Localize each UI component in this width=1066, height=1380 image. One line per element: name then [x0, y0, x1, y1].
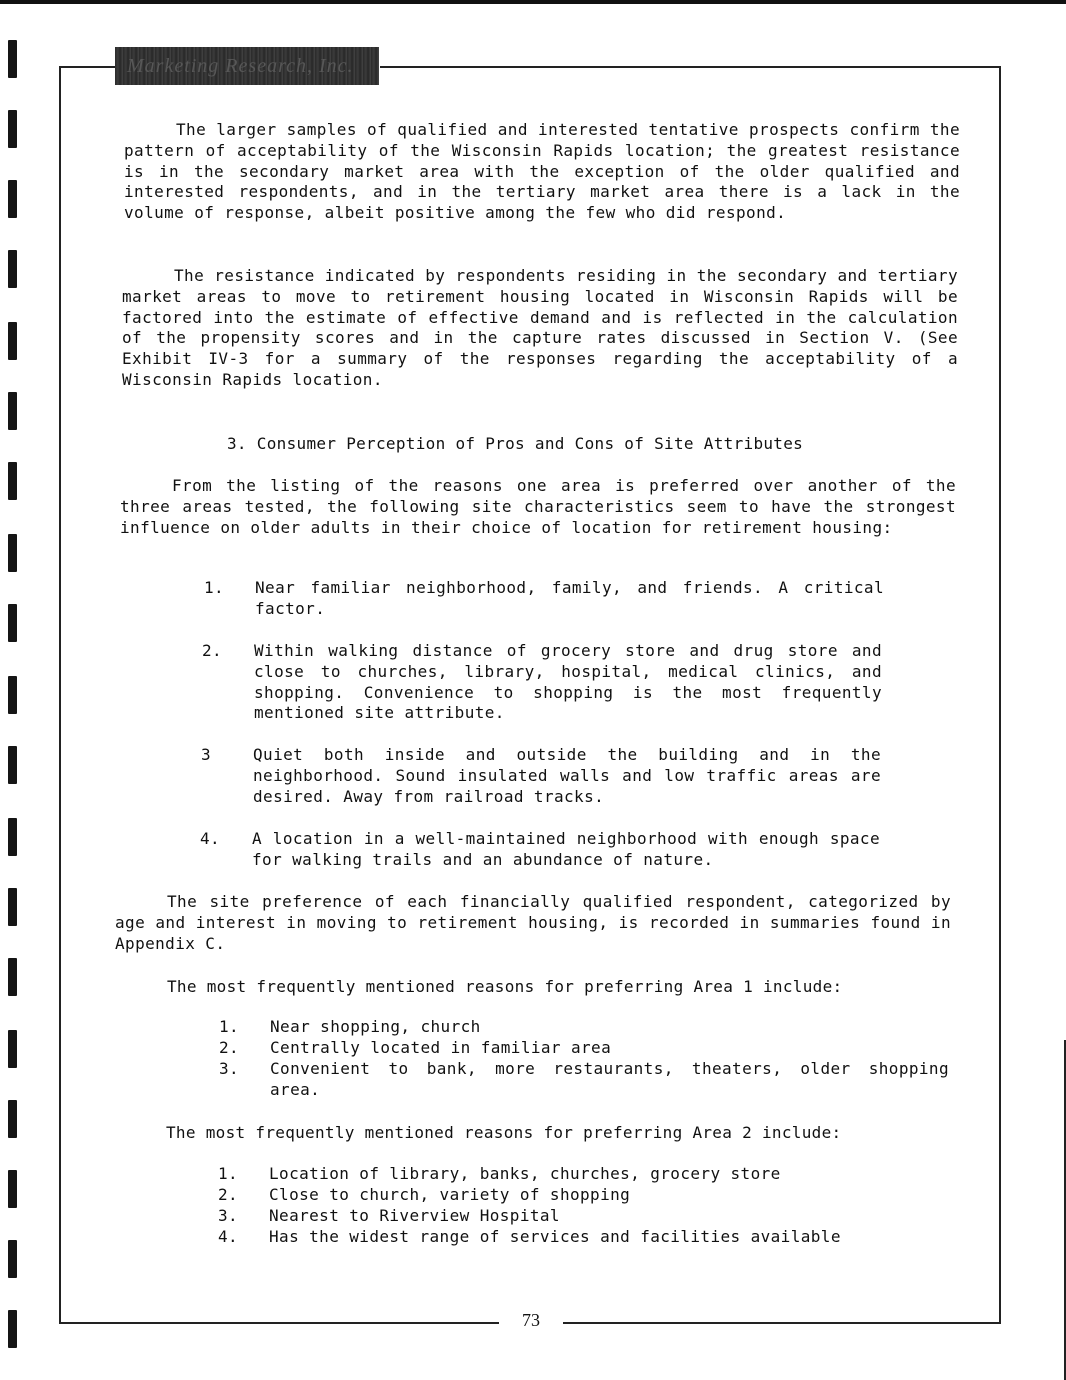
list-item: [204, 578, 884, 622]
list-item: [201, 745, 884, 811]
list-item-text: Near familiar neighborhood, family, and friends. A critical factor.: [255, 578, 884, 618]
paragraph-resistance: The resistance indicated by respondents residing in the secondary and tertiary market areas to move to retirement housing located in Wisconsin Rapids will be factored into the estimate of effective demand and is reflected in the calculation of the propensity scores and in the capture rates discussed in Section V. (See Exhibit IV-3 for a summary of the responses regarding the acceptability of a Wisconsin Rapids location.: [122, 266, 958, 389]
list-item-number: 3: [201, 745, 212, 764]
list-item-number: 1.: [204, 578, 225, 597]
list-item-number: 4.: [200, 829, 221, 848]
area1-intro: The most frequently mentioned reasons for preferring Area 1 include:: [167, 977, 843, 996]
list-item-text: Convenient to bank, more restaurants, theaters, older shopping area.: [270, 1059, 949, 1099]
list-item-number: 4.: [218, 1227, 239, 1246]
company-logo: Marketing Research, Inc.: [127, 55, 354, 77]
list-item-text: Centrally located in familiar area: [270, 1038, 612, 1057]
list-item-text: Quiet both inside and outside the building and in the neighborhood. Sound insulated walls and low traffic areas are desired. Away from railroad tracks.: [253, 745, 881, 806]
section-heading: 3. Consumer Perception of Pros and Cons of Site Attributes: [227, 434, 804, 453]
list-item: [218, 1206, 878, 1228]
paragraph-acceptability: The larger samples of qualified and interested tentative prospects confirm the pattern of acceptability of the Wisconsin Rapids location; the greatest resistance is in the secondary market area with the exception of the older qualified and interested respondents, and in the tertiary market area there is a lack in the volume of response, albeit positive among the few who did respond.: [124, 120, 960, 223]
area2-intro: The most frequently mentioned reasons for preferring Area 2 include:: [166, 1123, 842, 1142]
paragraph-site-characteristics: From the listing of the reasons one area is preferred over another of the three areas tested, the following site characteristics seem to have the strongest influence on older adults in their choice of location for retirement housing:: [120, 476, 956, 537]
paragraph-appendix: The site preference of each financially qualified respondent, categorized by age and interest in moving to retirement housing, is recorded in summaries found in Appendix C.: [115, 892, 951, 953]
list-item: [218, 1164, 878, 1186]
list-item-number: 2.: [202, 641, 223, 660]
list-item: [219, 1017, 949, 1039]
list-item-number: 1.: [219, 1017, 240, 1036]
list-item: [200, 829, 884, 873]
list-item-text: A location in a well-maintained neighborhood with enough space for walking trails and an abundance of nature.: [252, 829, 880, 869]
page-number: 73: [522, 1310, 540, 1330]
list-item-text: Location of library, banks, churches, grocery store: [269, 1164, 781, 1183]
list-item-text: Has the widest range of services and facilities available: [269, 1227, 841, 1246]
list-item-number: 3.: [219, 1059, 240, 1078]
list-item-number: 2.: [218, 1185, 239, 1204]
list-item-number: 2.: [219, 1038, 240, 1057]
list-item: [219, 1038, 949, 1060]
list-item-text: Close to church, variety of shopping: [269, 1185, 631, 1204]
list-item: [218, 1185, 878, 1207]
list-item-text: Nearest to Riverview Hospital: [269, 1206, 560, 1225]
list-item-number: 1.: [218, 1164, 239, 1183]
list-item: [219, 1059, 949, 1103]
list-item: [202, 641, 884, 727]
list-item-text: Within walking distance of grocery store and drug store and close to churches, library, hospital, medical clinics, and shopping. Convenience to shopping is the most frequently mentioned site attribute.: [254, 641, 882, 723]
list-item: [218, 1227, 878, 1249]
list-item-number: 3.: [218, 1206, 239, 1225]
list-item-text: Near shopping, church: [270, 1017, 481, 1036]
